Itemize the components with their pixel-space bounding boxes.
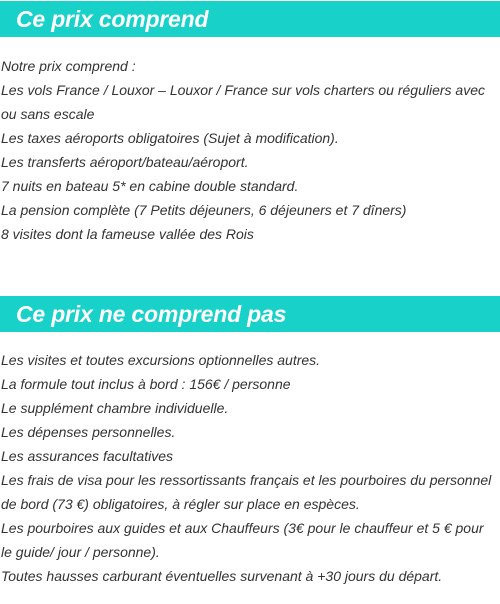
excludes-section-header (0, 296, 500, 332)
excludes-section-title: Ce prix ne comprend pas (16, 301, 287, 327)
excludes-list (1, 348, 497, 588)
excludes-list-item: Les frais de visa pour les ressortissants français et les pourboires du personnel de bord (73 €) obligatoires, à régler sur place en espèces. (1, 472, 492, 512)
excludes-list-item: Les visites et toutes excursions optionnelles autres. (1, 352, 321, 368)
includes-list (1, 54, 497, 246)
includes-list-item: Les transferts aéroport/bateau/aéroport. (1, 154, 249, 170)
includes-list-item: Notre prix comprend : (1, 58, 136, 74)
excludes-list-item: Les pourboires aux guides et aux Chauffeurs (3€ pour le chauffeur et 5 € pour le guide/ jour / personne). (1, 520, 484, 560)
excludes-list-item: Toutes hausses carburant éventuelles survenant à +30 jours du départ. (1, 568, 443, 584)
includes-list-item: 8 visites dont la fameuse vallée des Rois (1, 226, 254, 242)
includes-list-item: Les taxes aéroports obligatoires (Sujet à modification). (1, 130, 339, 146)
excludes-list-item: Les assurances facultatives (1, 448, 173, 464)
includes-section-title: Ce prix comprend (16, 6, 209, 32)
includes-list-item: La pension complète (7 Petits déjeuners, 6 déjeuners et 7 dîners) (1, 202, 407, 218)
includes-list-item: Les vols France / Louxor – Louxor / France sur vols charters ou réguliers avec ou sans escale (1, 82, 485, 122)
excludes-list-item: Le supplément chambre individuelle. (1, 400, 229, 416)
includes-section-header (0, 1, 500, 37)
excludes-list-item: Les dépenses personnelles. (1, 424, 176, 440)
excludes-list-item: La formule tout inclus à bord : 156€ / personne (1, 376, 291, 392)
includes-list-item: 7 nuits en bateau 5* en cabine double standard. (1, 178, 299, 194)
